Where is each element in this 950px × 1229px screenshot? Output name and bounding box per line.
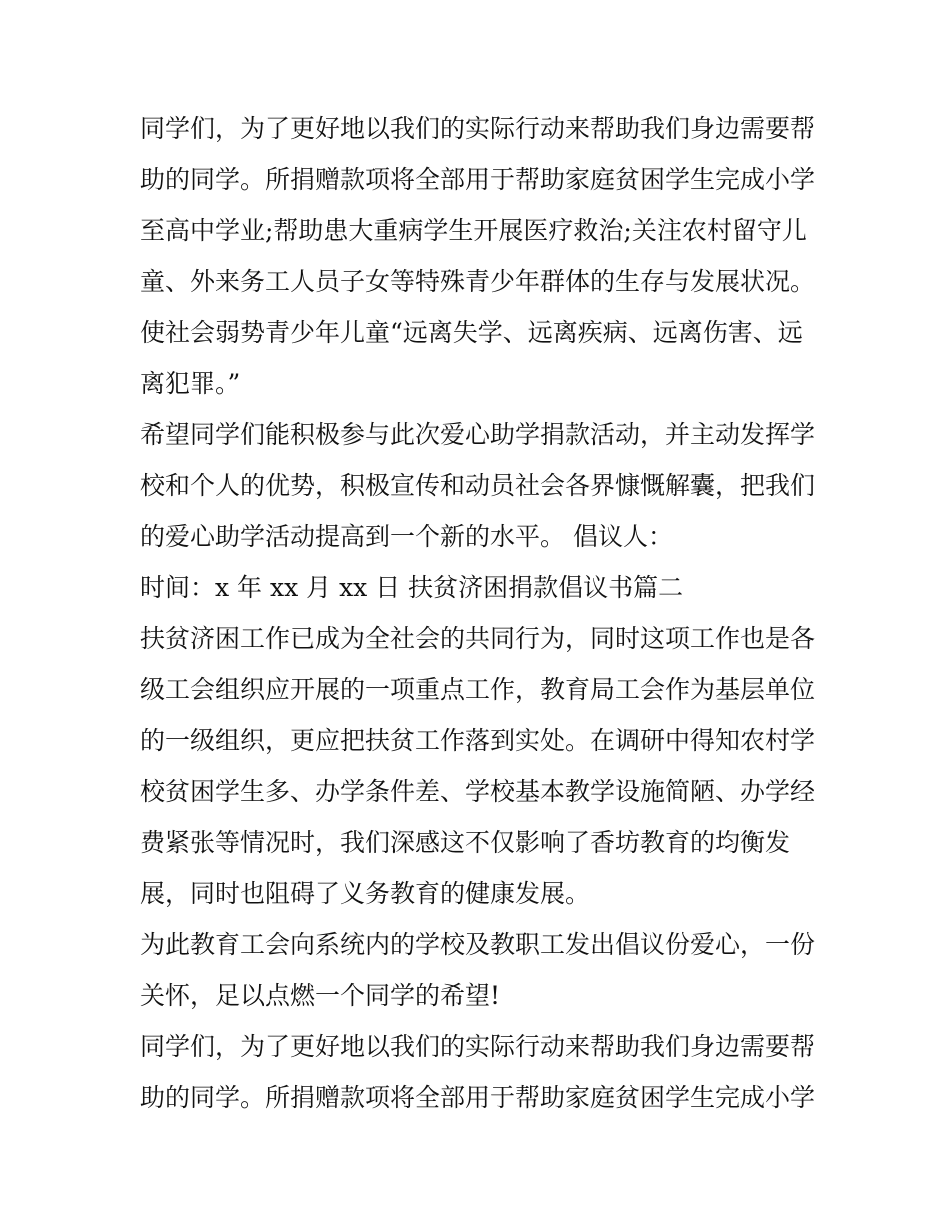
text-line: 至高中学业;帮助患大重病学生开展医疗救治;关注农村留守儿 xyxy=(140,216,807,245)
text-line: 离犯罪。” xyxy=(140,369,241,398)
text-line: 为此教育工会向系统内的学校及教职工发出倡议份爱心，一份 xyxy=(140,930,816,959)
text-line: 校和个人的优势，积极宣传和动员社会各界慷慨解囊，把我们 xyxy=(140,471,816,500)
text-line: 助的同学。所捐赠款项将全部用于帮助家庭贫困学生完成小学 xyxy=(140,1083,816,1112)
text-line: 童、外来务工人员子女等特殊青少年群体的生存与发展状况。 xyxy=(140,267,816,296)
text-line: 展，同时也阻碍了义务教育的健康发展。 xyxy=(140,879,591,908)
text-line: 助的同学。所捐赠款项将全部用于帮助家庭贫困学生完成小学 xyxy=(140,165,816,194)
text-line: 同学们，为了更好地以我们的实际行动来帮助我们身边需要帮 xyxy=(140,114,816,143)
text-line: 关怀，足以点燃一个同学的希望! xyxy=(140,981,501,1010)
text-line: 时间：x 年 xx 月 xx 日 扶贫济困捐款倡议书篇二 xyxy=(140,573,684,602)
text-line: 希望同学们能积极参与此次爱心助学捐款活动，并主动发挥学 xyxy=(140,420,816,449)
text-line: 同学们，为了更好地以我们的实际行动来帮助我们身边需要帮 xyxy=(140,1032,816,1061)
text-line: 使社会弱势青少年儿童“远离失学、远离疾病、远离伤害、远 xyxy=(140,318,803,347)
text-line: 扶贫济困工作已成为全社会的共同行为，同时这项工作也是各 xyxy=(140,624,816,653)
text-line: 的爱心助学活动提高到一个新的水平。 倡议人： xyxy=(140,522,673,551)
text-line: 级工会组织应开展的一项重点工作，教育局工会作为基层单位 xyxy=(140,675,816,704)
text-line: 的一级组织，更应把扶贫工作落到实处。在调研中得知农村学 xyxy=(140,726,816,755)
text-line: 校贫困学生多、办学条件差、学校基本教学设施简陋、办学经 xyxy=(140,777,816,806)
text-line: 费紧张等情况时，我们深感这不仅影响了香坊教育的均衡发 xyxy=(140,828,791,857)
document-body xyxy=(140,103,820,1123)
